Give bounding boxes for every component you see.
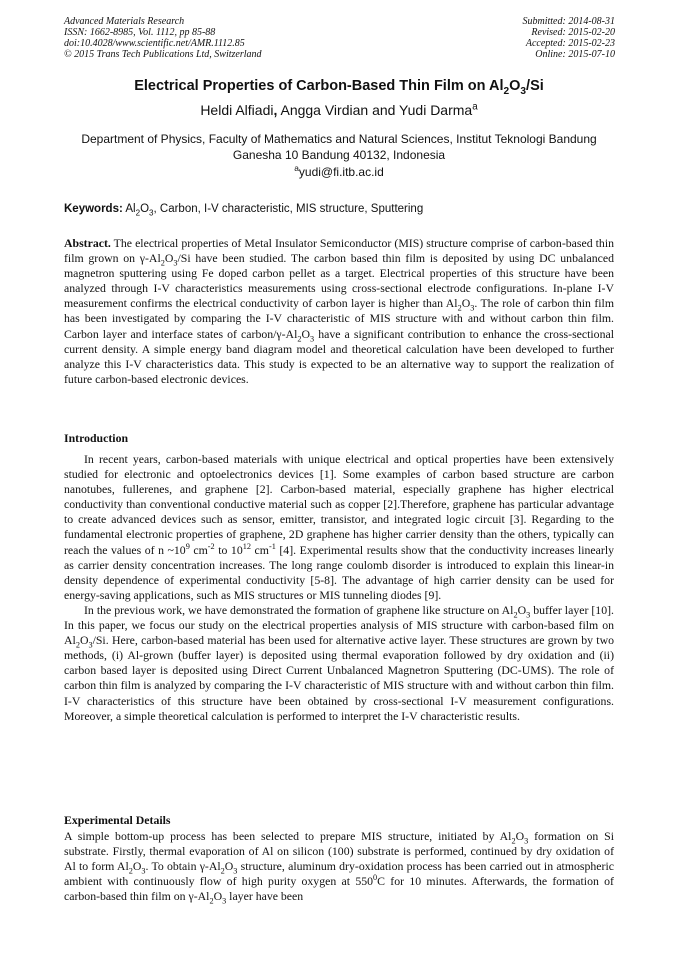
revised-date: Revised: 2015-02-20: [531, 27, 615, 38]
copyright-line: © 2015 Trans Tech Publications Ltd, Switzerland: [64, 49, 262, 60]
journal-name: Advanced Materials Research: [64, 16, 185, 27]
issn-line: ISSN: 1662-8985, Vol. 1112, pp 85-88: [64, 27, 216, 38]
journal-header-right: [523, 16, 616, 60]
affiliation: Department of Physics, Faculty of Mathematics and Natural Sciences, Institut Teknologi Bandung Ganesha 10 Bandung 40132, Indonesia: [81, 132, 597, 162]
intro-paragraph-1: In recent years, carbon-based materials with unique electrical and optical properties have been extensively studied for electronic and optoelectronics devices [1]. Some examples of carbon based structure are carbon nanotubes, fullerenes, and graphene [2]. Carbon-based material, especially graphene has higher electrical conductivity than conventional conductive material such as copper [2].Therefore, graphene has particular advantage to create advanced devices such as sensor, emitter, transistor, and integrated logic circuit [3]. Regarding to the fundamental electronic properties of graphene, 2D graphene has higher carrier density than the others, typically can reach the values of n $\sim 10^9$ $cm^{-2}$ to $10^{12}$ $cm^{-1}$ [4]. Experimental results show that the conductivity increases linearly as carrier density concentration increases. The long range coulomb disorder is introduced to explain this linear-in density dependence of experimental conductivity [5-8]. The advantage of high carrier density can be used for energy-saving applications, such as MIS structures or MIS tunneling diodes [9].: [64, 452, 614, 602]
experimental-text: A simple bottom-up process has been selected to prepare MIS structure, initiated by $Al_2O_3$ formation on Si substrate. Firstly, thermal evaporation of Al on silicon (100) substrate is performed, continued by dry oxidation of Al to form $Al_2O_3$. To obtain $\gamma-Al_2O_3$ structure, aluminum dry-oxidation process has been carried out in atmospheric ambient with continuously flow of high purity oxygen at $550^0C$ for 10 minutes. Afterwards, the formation of carbon-based thin film on $\gamma-Al_2O_3$ layer have been: [64, 829, 614, 906]
experimental-heading: Experimental Details: [64, 813, 171, 827]
author-list: Heldi Alfiadi, Angga Virdian and Yudi Darma$^a$: [200, 101, 478, 118]
introduction-text: [64, 452, 614, 724]
abstract: Abstract. The electrical properties of Metal Insulator Semiconductor (MIS) structure comprise of carbon-based thin film grown on $\gamma-Al_2O_3/Si$ have been studied. The carbon based thin film is deposited by using DC unbalanced magnetron sputtering using Fe doped carbon pellet as a target. Electrical properties of this structure have been analyzed through I-V characteristics measurements using cross-sectional electrode configurations. In-plane I-V measurement confirms the electrical conductivity of carbon layer is higher than $Al_2O_3$. The role of carbon thin film has been investigated by comparing the I-V characteristic of MIS structure with and without carbon thin film. Carbon layer and interface states of carbon/$\gamma-Al_2O_3$ have a significant contribution to enhance the cross-sectional current density. A simple energy band diagram model and theoretical calculation have been developed to further analyze this I-V characteristics data. This study is expected to be an alternative way to support the realization of future carbon-based electronic devices.: [64, 236, 614, 386]
paper-title: Electrical Properties of Carbon-Based Thin Film on $Al_2O_3/Si$: [134, 78, 544, 97]
journal-header-left: [64, 16, 262, 60]
doi-line: doi:10.4028/www.scientific.net/AMR.1112.85: [64, 38, 245, 49]
accepted-date: Accepted: 2015-02-23: [525, 38, 615, 49]
submitted-date: Submitted: 2014-08-31: [522, 16, 615, 27]
online-date: Online: 2015-07-10: [535, 49, 615, 60]
intro-paragraph-2: In the previous work, we have demonstrated the formation of graphene like structure on $Al_2O_3$ buffer layer [10]. In this paper, we focus our study on the electrical properties analysis of MIS structure with carbon-based film on $Al_2O_3/Si$. Here, carbon-based material has been used for alternative active layer. These structures are grown by two methods, (i) Al-grown (buffer layer) is deposited using thermal evaporation followed by dry oxidation and (ii) carbon based layer is deposited using Direct Current Unbalanced Magnetron Sputtering (DC-UMS). The role of carbon thin film is analyzed by comparing the I-V characteristic of MIS structure with and without carbon thin film. I-V characteristics of this structure have been obtained by cross-sectional I-V measurement configurations. Moreover, a simple theoretical calculation is performed to interpret the I-V characteristic results.: [64, 602, 614, 723]
author-email: $^a$yudi@fi.itb.ac.id: [294, 163, 384, 179]
introduction-heading: Introduction: [64, 431, 129, 445]
keywords: Keywords: $Al_2O_3$, Carbon, I-V characteristic, MIS structure, Sputtering: [64, 203, 424, 218]
